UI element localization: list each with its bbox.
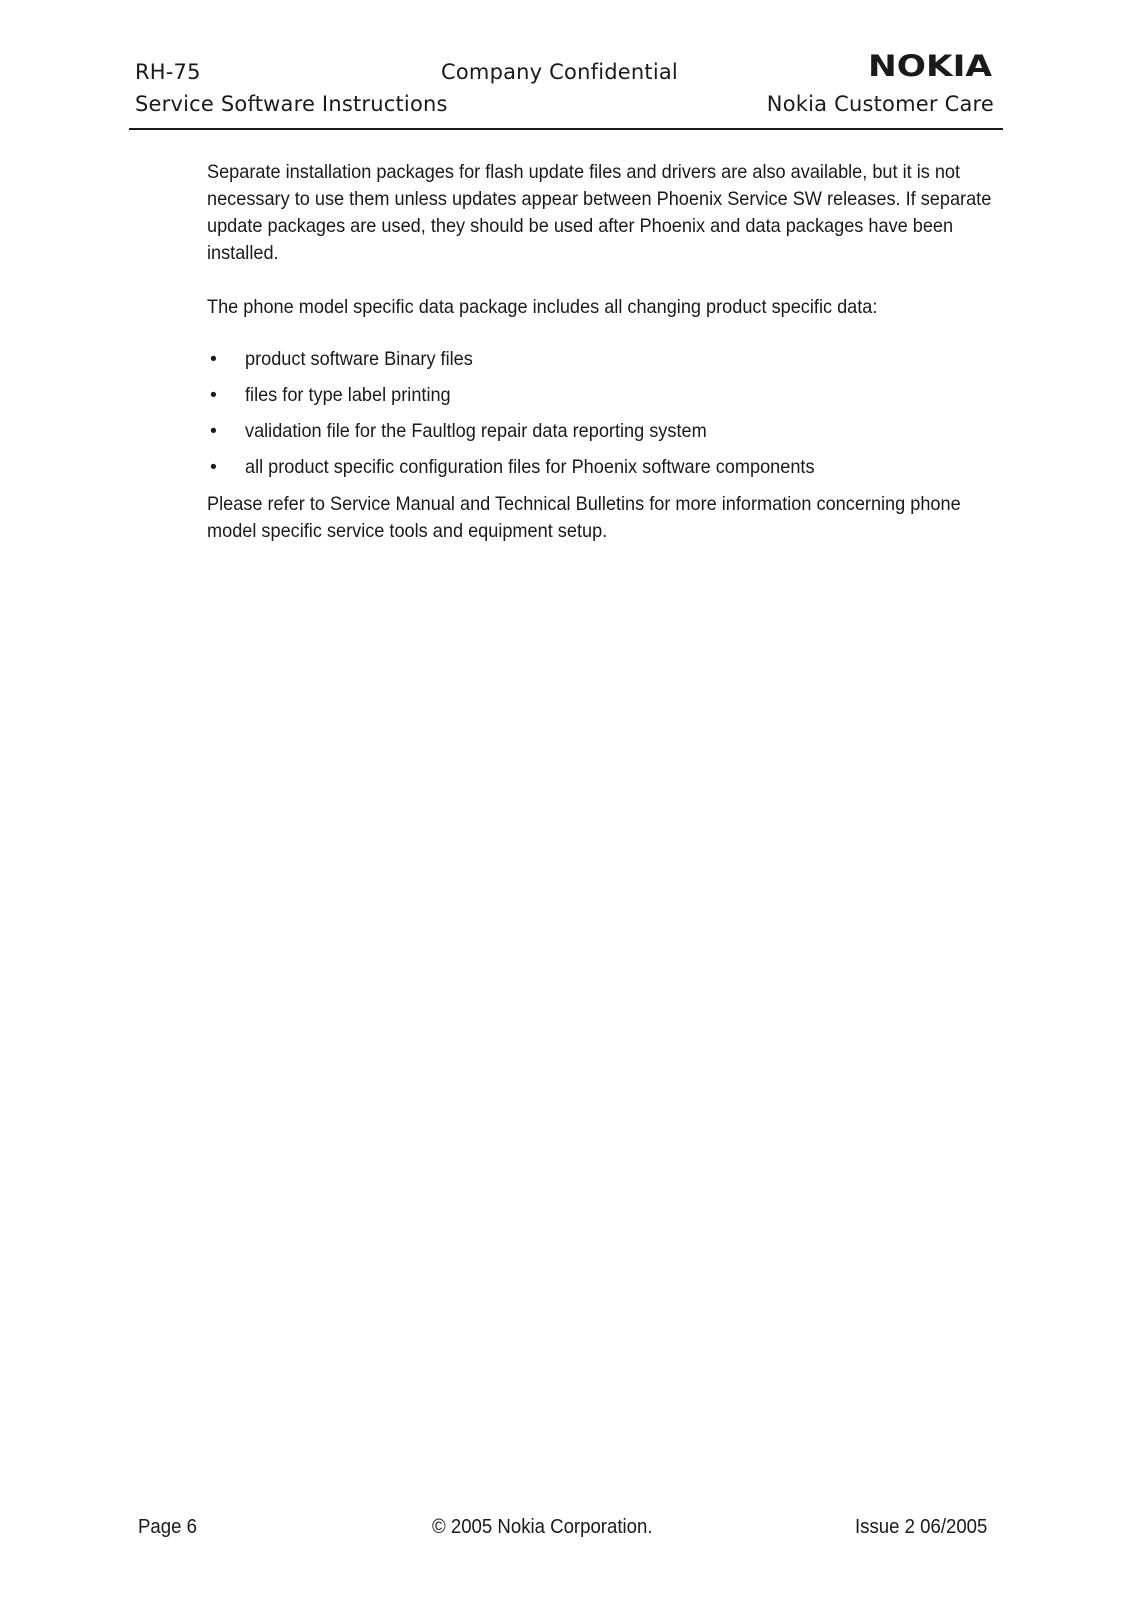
intro-paragraph: Separate installation packages for flash update files and drivers are also available, but it is not necessary to use them unless updates appear between Phoenix Service SW releases. If separate update packages are used, they should be used after Phoenix and data packages have been installed. bbox=[207, 161, 992, 264]
bullet-icon: • bbox=[210, 456, 217, 478]
package-paragraph: The phone model specific data package includes all changing product specific data: bbox=[207, 296, 878, 318]
nokia-logo-text: NOKIA bbox=[868, 51, 993, 78]
confidentiality-label: Company Confidential bbox=[441, 60, 678, 84]
nokia-logo bbox=[866, 51, 994, 78]
document-section: Service Software Instructions bbox=[135, 92, 448, 116]
list-item-text: validation file for the Faultlog repair data reporting system bbox=[245, 420, 707, 442]
document-model: RH-75 bbox=[135, 60, 201, 84]
list-item-text: product software Binary files bbox=[245, 348, 473, 370]
list-item-text: files for type label printing bbox=[245, 384, 451, 406]
header-divider bbox=[129, 128, 1003, 130]
list-item-text: all product specific configuration files for Phoenix software components bbox=[245, 456, 815, 478]
bullet-icon: • bbox=[210, 348, 217, 370]
bullet-icon: • bbox=[210, 420, 217, 442]
issue-date: Issue 2 06/2005 bbox=[855, 1516, 988, 1538]
page-number: Page 6 bbox=[138, 1516, 197, 1538]
reference-paragraph: Please refer to Service Manual and Technical Bulletins for more information concerning phone model specific service tools and equipment setup. bbox=[207, 493, 961, 542]
bullet-icon: • bbox=[210, 384, 217, 406]
department-label: Nokia Customer Care bbox=[766, 92, 994, 116]
copyright-notice: © 2005 Nokia Corporation. bbox=[432, 1516, 653, 1538]
